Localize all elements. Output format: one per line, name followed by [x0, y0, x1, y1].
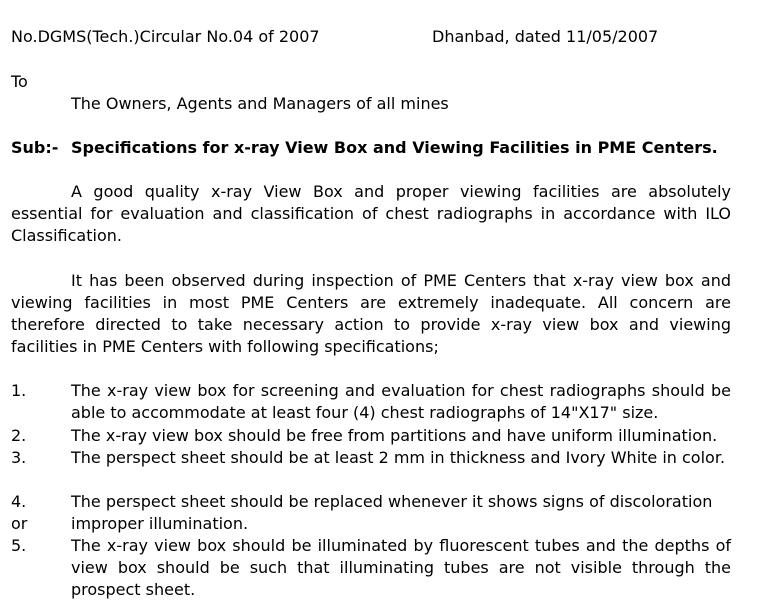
list-item-text: The x-ray view box for screening and evaluation for chest radiographs should be able to accommodate at least four (4) chest radiographs of 14"X17" size.	[71, 381, 731, 422]
list-item-number: 1.	[11, 381, 27, 400]
place-date: Dhanbad, dated 11/05/2007	[432, 27, 659, 46]
paragraph-2: It has been observed during inspection of PME Centers that x-ray view box and viewing facilities in most PME Centers are extremely inadequate. All concern are therefore directed to take necessary action to provide x-ray view box and viewing facilities in PME Centers with following specifications;	[11, 271, 731, 356]
subject-label: Sub:-	[11, 138, 59, 157]
circular-number: No.DGMS(Tech.)Circular No.04 of 2007	[11, 27, 320, 46]
list-item-number: 4.	[11, 492, 27, 511]
list-item-number: or	[11, 514, 28, 533]
subject-text: Specifications for x-ray View Box and Viewing Facilities in PME Centers.	[71, 138, 718, 157]
list-item-text: The perspect sheet should be replaced whenever it shows signs of discoloration	[71, 492, 713, 511]
list-item-text: The x-ray view box should be illuminated by fluorescent tubes and the depths of view box should be such that illuminating tubes are not visible through the prospect sheet.	[71, 536, 731, 599]
list-item-number: 5.	[11, 536, 27, 555]
list-item-text: The perspect sheet should be at least 2 mm in thickness and Ivory White in color.	[71, 448, 726, 467]
list-item-text: The x-ray view box should be free from partitions and have uniform illumination.	[71, 426, 718, 445]
list-item-text: improper illumination.	[71, 514, 249, 533]
paragraph-1: A good quality x-ray View Box and proper viewing facilities are absolutely essential for evaluation and classification of chest radiographs in accordance with ILO Classification.	[11, 182, 731, 245]
list-item-number: 3.	[11, 448, 27, 467]
list-item-number: 2.	[11, 426, 27, 445]
recipients: The Owners, Agents and Managers of all mines	[71, 94, 449, 113]
to-label: To	[11, 72, 28, 91]
